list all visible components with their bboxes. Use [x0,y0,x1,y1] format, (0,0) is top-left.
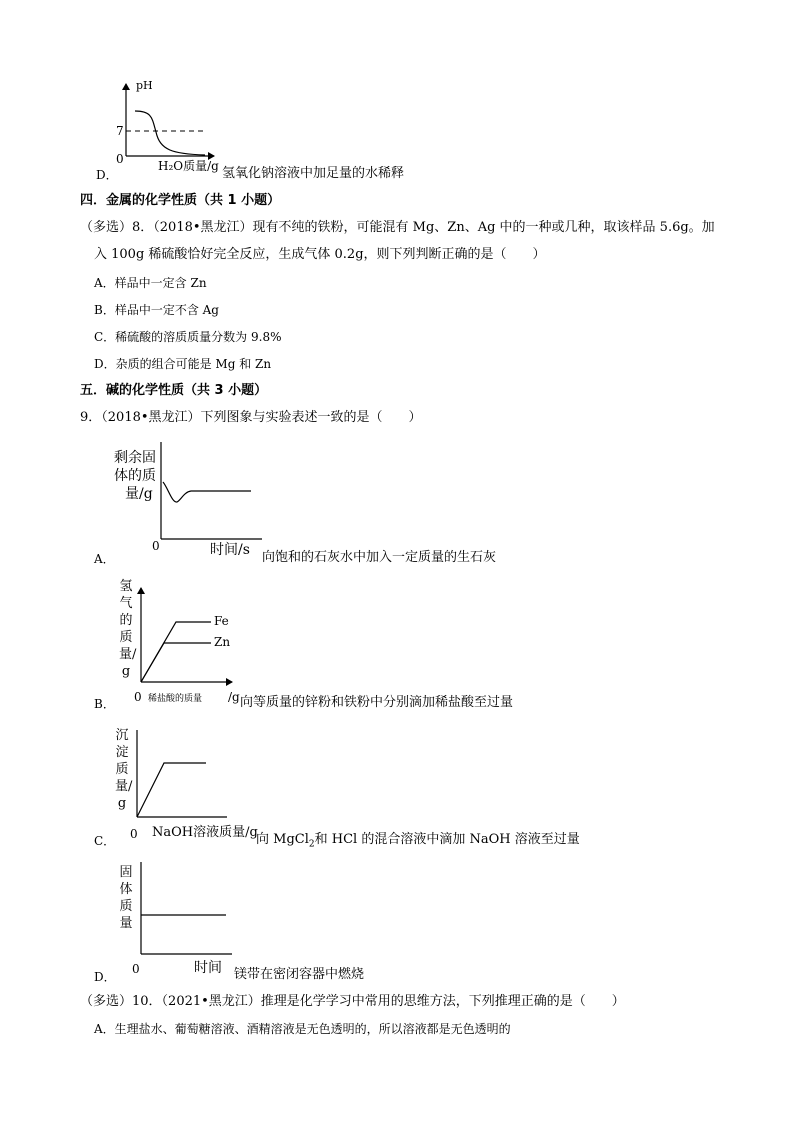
ph-graph [126,84,214,156]
graph-a [161,442,262,539]
q9-option-a-letter: A． [94,552,115,566]
graph-a-y-label-line-2: 体的质 [114,468,156,484]
graph-a-curve [163,482,251,502]
graph-c [137,730,227,817]
q7-option-d-letter: D． [96,168,118,182]
graph-b-series-fe-label: Fe [214,614,229,628]
q8-option-c: C．稀硫酸的溶质质量分数为 9.8% [94,330,282,344]
graph-b-y-label: 氢气的质量/g [119,579,137,679]
graph-a-y-label-line-1: 剩余固 [114,450,156,466]
graph-b-zn-line [141,643,211,682]
q8-stem-line-1: （多选）8．（2018•黑龙江）现有不纯的铁粉，可能混有 Mg、Zn、Ag 中的一种或几种，取该样品 5.6g。加 [80,220,715,235]
ph-graph-y-tick: 7 [116,124,124,138]
ph-graph-origin: 0 [116,152,124,166]
q9-option-b-letter: B． [94,697,115,711]
graph-c-curve [137,763,206,817]
q8-stem-line-2: 入 100g 稀硫酸恰好完全反应，生成气体 0.2g，则下列判断正确的是（ ） [94,247,546,262]
graph-a-y-label-line-3: 量/g [125,486,153,502]
section-4-heading: 四．金属的化学性质（共 1 小题） [80,193,281,208]
graph-d-origin: 0 [132,962,140,976]
q10-stem: （多选）10．（2021•黑龙江）推理是化学学习中常用的思维方法，下列推理正确的是（ ） [80,994,625,1009]
q9-option-d-text: 镁带在密闭容器中燃烧 [234,967,365,982]
graph-b-origin: 0 [134,690,142,704]
graph-d-x-label: 时间 [194,960,222,976]
graph-b-series-zn-label: Zn [214,635,231,649]
graph-a-x-label: 时间/s [210,542,250,558]
graph-d-y-label: 固体质量 [119,865,133,931]
graph-c-x-label: NaOH溶液质量/g [152,825,258,840]
graph-b-x-unit: /g [228,690,240,704]
q8-option-d: D．杂质的组合可能是 Mg 和 Zn [94,357,272,371]
graph-a-origin: 0 [152,539,160,553]
q7-option-d-text: 氢氧化钠溶液中加足量的水稀释 [222,166,405,181]
q8-option-b: B．样品中一定不含 Ag [94,303,219,317]
q9-stem: 9．（2018•黑龙江）下列图象与实验表述一致的是（ ） [80,410,422,425]
graph-d [141,862,232,954]
graph-c-origin: 0 [130,827,138,841]
ph-graph-y-label: pH [136,79,153,92]
q9-option-c-letter: C． [94,834,116,848]
q8-option-a: A．样品中一定含 Zn [94,276,207,290]
graph-b-x-label: 稀盐酸的质量 [148,694,203,704]
q9-option-a-text: 向饱和的石灰水中加入一定质量的生石灰 [262,550,497,565]
q10-option-a: A．生理盐水、葡萄糖溶液、酒精溶液是无色透明的，所以溶液都是无色透明的 [94,1022,511,1036]
ph-graph-x-label: H₂O质量/g [158,159,219,173]
q9-option-c-text: 向 MgCl$_2$和 HCl 的混合溶液中滴加 NaOH 溶液至过量 [256,832,580,850]
ph-graph-curve [135,111,205,155]
graph-c-y-label: 沉淀质量/g [115,728,133,811]
section-5-heading: 五．碱的化学性质（共 3 小题） [80,383,268,398]
graph-b-fe-line [141,622,211,682]
q9-option-d-letter: D． [94,970,116,984]
q9-option-b-text: 向等质量的锌粉和铁粉中分别滴加稀盐酸至过量 [240,695,514,710]
